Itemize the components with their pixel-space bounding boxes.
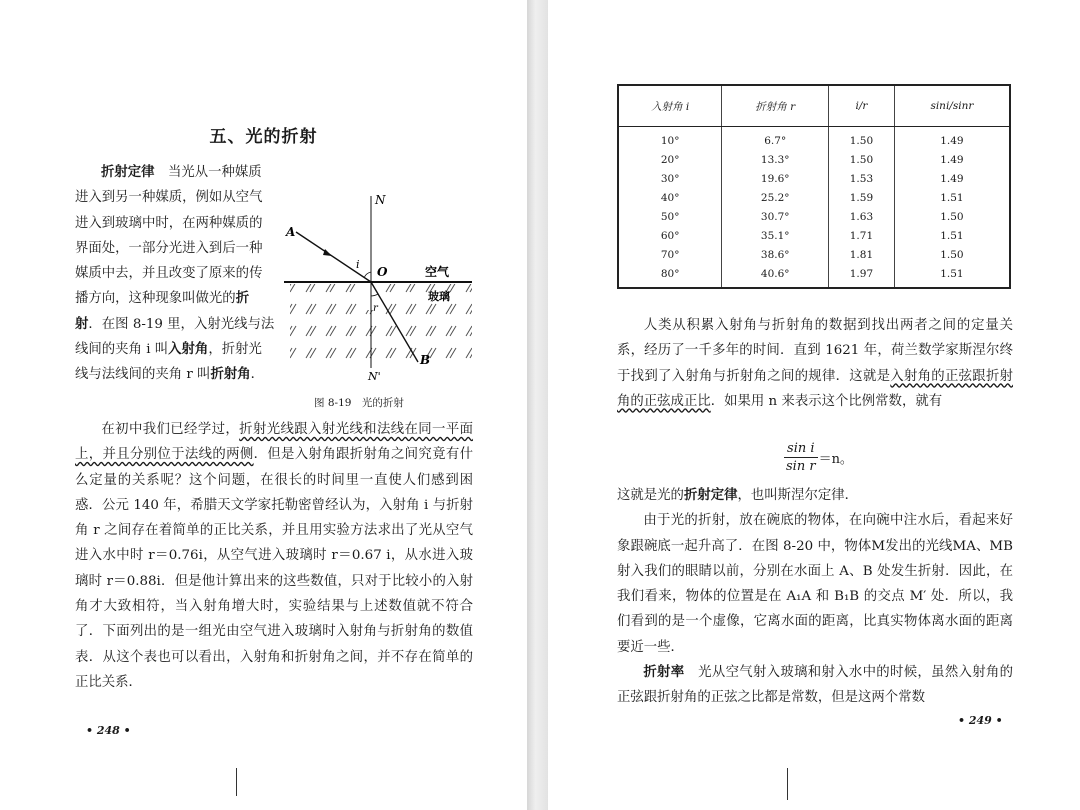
table-row — [618, 150, 1010, 169]
figure-caption: 图 8-19 光的折射 — [314, 397, 404, 409]
table-cell: 1.49 — [894, 169, 1010, 188]
table-cell: 38.6° — [722, 245, 829, 264]
table-cell: 20° — [660, 153, 680, 166]
table-cell: 80° — [660, 267, 680, 280]
label-i: i — [356, 258, 360, 271]
law-statement: 这就是光的折射定律，也叫斯涅尔定律． — [617, 487, 859, 503]
page-number-right: • 249 • — [958, 714, 1003, 727]
col-refraction: 折射角 r — [722, 85, 829, 127]
table-cell: 40.6° — [722, 264, 829, 288]
table-cell: 30.7° — [722, 207, 829, 226]
table-cell: 1.50 — [829, 127, 895, 151]
table-cell: 1.59 — [829, 188, 895, 207]
table-header-row — [618, 85, 1010, 127]
table-cell: 1.51 — [894, 188, 1010, 207]
formula-numerator: sin i — [784, 440, 818, 458]
table-cell: 13.3° — [722, 150, 829, 169]
table-row — [618, 264, 1010, 288]
table-row — [618, 245, 1010, 264]
table-cell: 1.97 — [829, 264, 895, 288]
label-A: A — [286, 225, 296, 239]
table-cell: 35.1° — [722, 226, 829, 245]
underlined-law: 入射角的正弦跟折射角的正弦成正比 — [617, 368, 1014, 409]
table-cell: 1.63 — [829, 207, 895, 226]
label-r: r — [373, 303, 378, 314]
table-cell: 25.2° — [722, 188, 829, 207]
table-cell: 60° — [660, 229, 680, 242]
label-air: 空气 — [425, 265, 450, 279]
table-cell: 1.49 — [894, 127, 1010, 151]
table-row — [618, 207, 1010, 226]
bowl-paragraph: 由于光的折射，放在碗底的物体，在向碗中注水后，看起来好象跟碗底一起升高了．在图 8-20 中，物体M发出的光线MA、MB 射入我们的眼睛以前，分别在水面上 A、B 处发生折射．因此，在我们看来，物体的位置是在 A₁A 和 B₁B 的交点 M′ 处．所以，我们看到的是一个虚像，它离水面的距离，比真实物体离水面的距离要近一些． — [617, 513, 1013, 655]
table-cell: 19.6° — [722, 169, 829, 188]
label-N: N — [375, 193, 386, 207]
continuation-text — [617, 483, 1013, 711]
section-title: 五、光的折射 — [209, 127, 318, 147]
history-paragraph: 人类从积累入射角与折射角的数据到找出两者之间的定量关系，经历了一千多年的时间．直到 1621 年，荷兰数学家斯涅尔终于找到了入射角与折射角之间的规律．这就是入射角的正弦跟折射角的正弦成正比．如果用 n 来表示这个比例常数，就有 — [617, 318, 1014, 409]
col-incidence: 入射角 i — [618, 85, 722, 127]
body-paragraph: 在初中我们已经学过，折射光线跟入射光线和法线在同一平面上，并且分别位于法线的两侧．但是入射角跟折射角之间究竟有什么定量的关系呢？这个问题，在很长的时间里一直使人们感到困惑．公元 140 年，希腊天文学家托勒密曾经认为，入射角 i 与折射角 r 之间存在着简单的正比关系，并且用实验方法求出了光从空气进入水中时 r＝0.76i，从空气进入玻璃时 r＝0.67 i，从水进入玻璃时 r＝0.88i．但是他计算出来的这些数值，只对于比较小的入射角才大致相符，当入射角增大时，实验结果与上述数值就不符合了．下面列出的是一组光由空气进入玻璃时入射角与折射角的数值表．从这个表也可以看出，入射角和折射角之间，并不存在简单的正比关系． — [75, 422, 474, 690]
heading-refraction-law: 折射定律 — [101, 164, 155, 180]
formula-denominator: sin r — [786, 459, 816, 474]
label-B: B — [420, 353, 431, 367]
table-cell: 10° — [660, 134, 680, 147]
snell-formula — [783, 440, 853, 475]
refractive-index-paragraph: 折射率 光从空气射入玻璃和射入水中的时候，虽然入射角的正弦跟折射角的正弦之比都是常数，但是这两个常数 — [617, 664, 1014, 706]
table-cell: 1.50 — [894, 245, 1010, 264]
refraction-table — [617, 84, 1011, 289]
table-cell: 70° — [660, 248, 680, 261]
label-N-prime: N' — [368, 370, 381, 383]
table-cell: 40° — [660, 191, 680, 204]
formula-rhs: ＝n。 — [818, 452, 853, 467]
table-cell: 1.51 — [894, 264, 1010, 288]
underlined-statement: 折射光线跟入射光线和法线在同一平面上，并且分别位于法线的两侧 — [75, 422, 474, 463]
col-sine-ratio: sini/sinr — [894, 85, 1010, 127]
table-cell: 50° — [660, 210, 680, 223]
table-row — [618, 127, 1010, 151]
label-O: O — [377, 265, 388, 279]
intro-paragraph: 折射定律 当光从一种媒质进入到另一种媒质，例如从空气进入到玻璃中时，在两种媒质的界面处，一部分光进入到后一种媒质中去，并且改变了原来的传播方向，这种现象叫做光的折射．在图 8-19 里，入射光线与法线间的夹角 i 叫入射角，折射光线与法线间的夹角 r 叫折射角． — [75, 164, 275, 383]
page-number-left: • 248 • — [86, 724, 131, 737]
table-cell: 1.81 — [829, 245, 895, 264]
table-cell: 30° — [660, 172, 680, 185]
table-cell: 1.49 — [894, 150, 1010, 169]
table-cell: 1.50 — [829, 150, 895, 169]
table-cell: 1.53 — [829, 169, 895, 188]
label-glass: 玻璃 — [428, 290, 450, 303]
table-cell: 6.7° — [722, 127, 829, 151]
table-row — [618, 226, 1010, 245]
table-row — [618, 169, 1010, 188]
table-cell: 1.51 — [894, 226, 1010, 245]
page-edge-mark-right — [787, 768, 788, 800]
col-ratio: i/r — [829, 85, 895, 127]
table-row — [618, 188, 1010, 207]
table-cell: 1.50 — [894, 207, 1010, 226]
table-cell: 1.71 — [829, 226, 895, 245]
